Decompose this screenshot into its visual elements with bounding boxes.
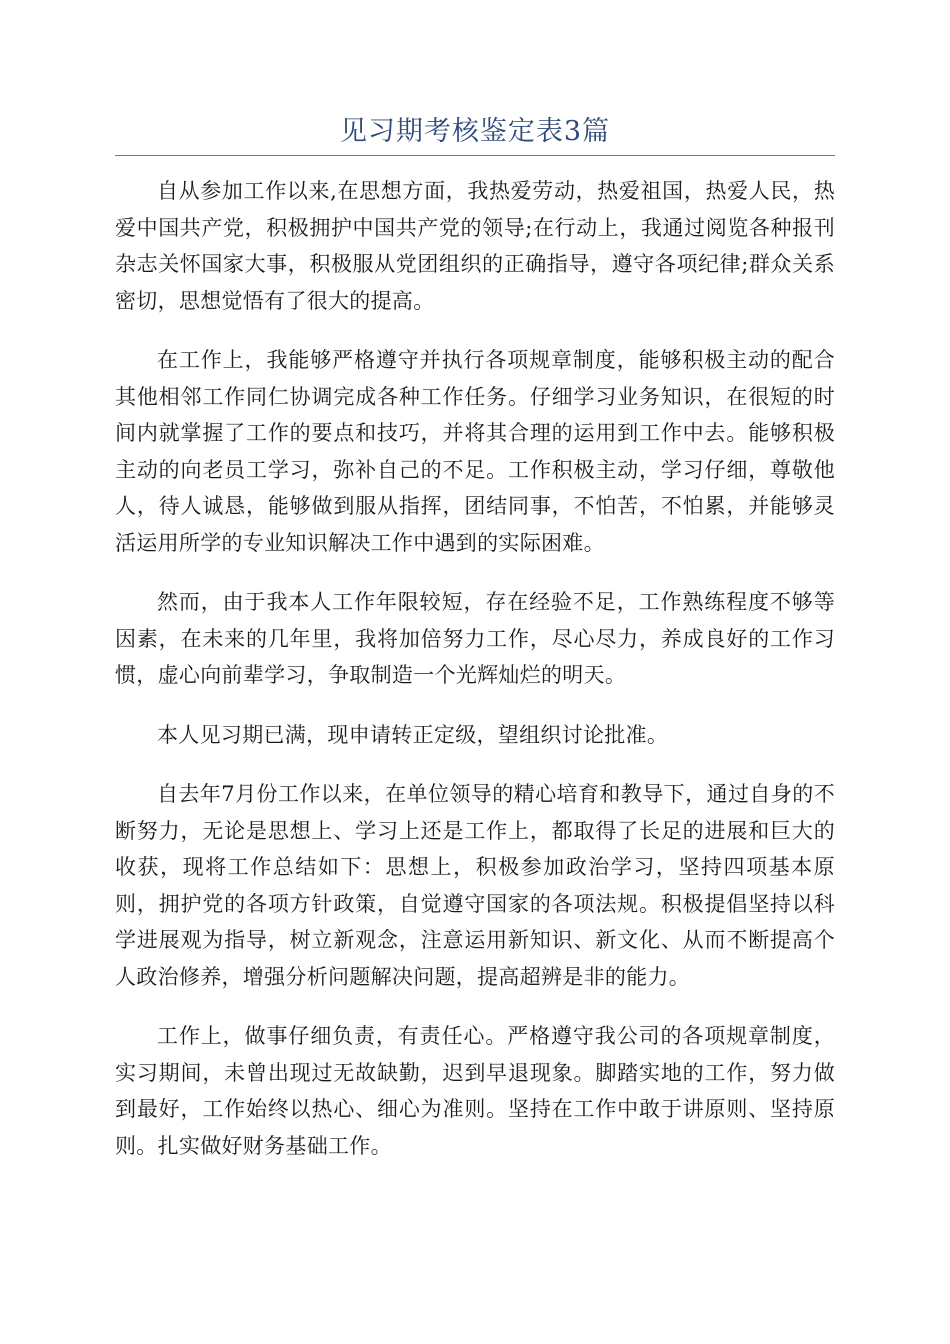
paragraph-4: 本人见习期已满，现申请转正定级，望组织讨论批准。 <box>157 722 669 747</box>
paragraph-3: 然而，由于我本人工作年限较短，存在经验不足，工作熟练程度不够等因素，在未来的几年里，我将加倍努力工作，尽心尽力，养成良好的工作习惯，虚心向前辈学习，争取制造一个光辉灿烂的明天。 <box>115 590 835 687</box>
paragraph-6: 工作上，做事仔细负责，有责任心。严格遵守我公司的各项规章制度，实习期间，未曾出现过无故缺勤，迟到早退现象。脚踏实地的工作，努力做到最好，工作始终以热心、细心为准则。坚持在工作中敢于讲原则、坚持原则。扎实做好财务基础工作。 <box>115 1024 835 1158</box>
paragraph-1: 自从参加工作以来,在思想方面，我热爱劳动，热爱祖国，热爱人民，热爱中国共产党，积极拥护中国共产党的领导;在行动上，我通过阅览各种报刊杂志关怀国家大事，积极服从党团组织的正确指导，遵守各项纪律;群众关系密切，思想觉悟有了很大的提高。 <box>115 179 835 313</box>
paragraph-5: 自去年7月份工作以来，在单位领导的精心培育和教导下，通过自身的不断努力，无论是思想上、学习上还是工作上，都取得了长足的进展和巨大的收获，现将工作总结如下：思想上，积极参加政治学习，坚持四项基本原则，拥护党的各项方针政策，自觉遵守国家的各项法规。积极提倡坚持以科学进展观为指导，树立新观念，注意运用新知识、新文化、从而不断提高个人政治修养，增强分析问题解决问题，提高超辨是非的能力。 <box>115 782 835 989</box>
title-underline <box>115 155 835 156</box>
document-title: 见习期考核鉴定表3篇 <box>339 116 611 147</box>
paragraph-2: 在工作上，我能够严格遵守并执行各项规章制度，能够积极主动的配合其他相邻工作同仁协调完成各种工作任务。仔细学习业务知识，在很短的时间内就掌握了工作的要点和技巧，并将其合理的运用到工作中去。能够积极主动的向老员工学习，弥补自己的不足。工作积极主动，学习仔细，尊敬他人，待人诚恳，能够做到服从指挥，团结同事，不怕苦，不怕累，并能够灵活运用所学的专业知识解决工作中遇到的实际困难。 <box>115 348 835 555</box>
document-body <box>115 173 835 1187</box>
